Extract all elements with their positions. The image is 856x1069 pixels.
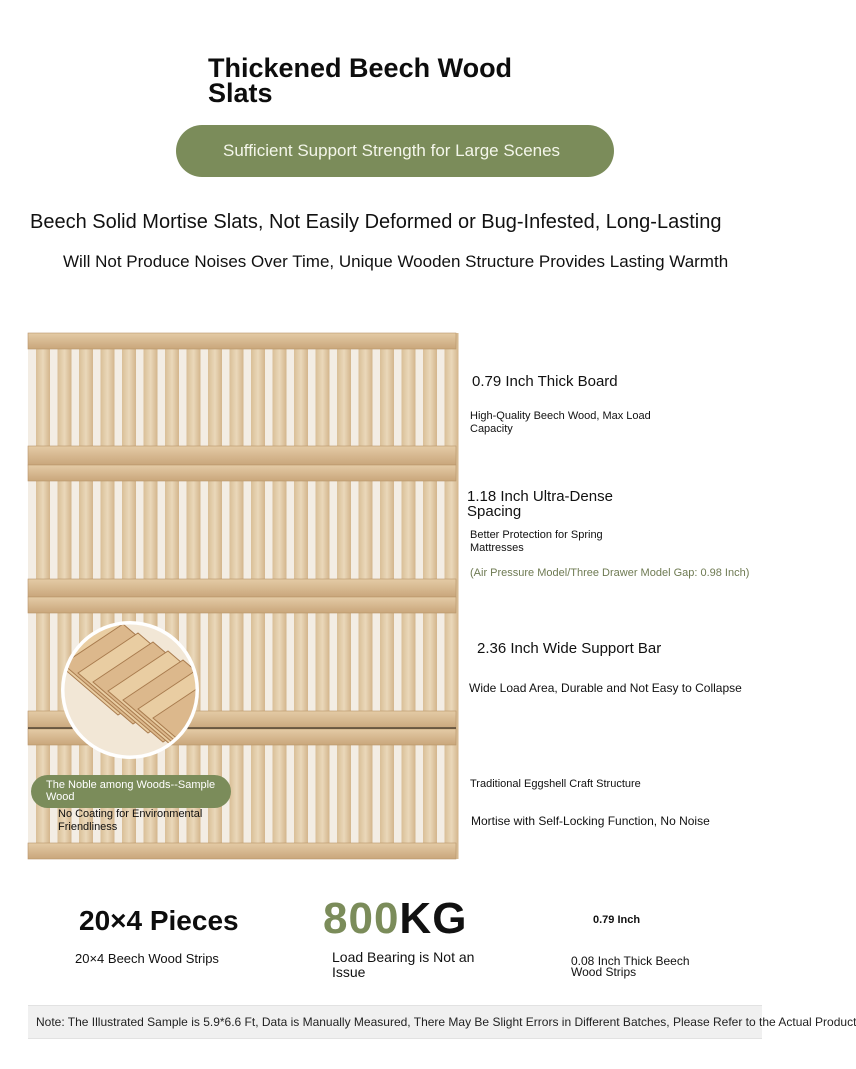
- headline-secondary: Will Not Produce Noises Over Time, Unique Wooden Structure Provides Lasting Warmth: [63, 252, 729, 271]
- headline-primary: Beech Solid Mortise Slats, Not Easily Deformed or Bug-Infested, Long-Lasting: [30, 211, 722, 233]
- stat-pieces-desc: 20×4 Beech Wood Strips: [75, 951, 219, 966]
- stat-load-value: [323, 894, 467, 944]
- support-bar: [28, 843, 456, 859]
- feature-3-desc: Wide Load Area, Durable and Not Easy to Collapse: [469, 681, 742, 695]
- support-bar: [28, 597, 456, 613]
- footnote-bar: [28, 1005, 856, 1039]
- support-bar: [28, 465, 456, 481]
- stat-load-unit: KG: [399, 894, 468, 943]
- support-bar: [28, 333, 456, 349]
- feature-2-note: (Air Pressure Model/Three Drawer Model Gap: 0.98 Inch): [470, 567, 750, 579]
- feature-1-desc: High-Quality Beech Wood, Max Load Capacity: [470, 410, 651, 435]
- footnote-text: Note: The Illustrated Sample is 5.9*6.6 Ft, Data is Manually Measured, There May Be Slight Errors in Different Batches, Please Refer to the Actual Product: [36, 1015, 856, 1029]
- stat-load-number: 800: [323, 894, 400, 943]
- subtitle-pill: Sufficient Support Strength for Large Scenes: [176, 125, 614, 177]
- feature-3-title: 2.36 Inch Wide Support Bar: [477, 640, 662, 657]
- sample-caption: No Coating for Environmental Friendliness: [58, 808, 203, 833]
- support-bar: [28, 446, 456, 465]
- sample-wood-badge: The Noble among Woods--Sample Wood: [31, 775, 231, 808]
- stat-load-desc: Load Bearing is Not an Issue: [332, 949, 475, 980]
- stat-thickness-desc: 0.08 Inch Thick Beech Wood Strips: [571, 954, 690, 979]
- page-title: Thickened Beech Wood Slats: [208, 53, 513, 108]
- feature-2-desc: Better Protection for Spring Mattresses: [470, 529, 603, 554]
- feature-4-desc: Mortise with Self-Locking Function, No Noise: [471, 814, 710, 828]
- feature-1-title: 0.79 Inch Thick Board: [472, 373, 618, 390]
- feature-2-title: 1.18 Inch Ultra-Dense Spacing: [467, 488, 613, 520]
- support-bar: [28, 579, 456, 597]
- feature-4-title: Traditional Eggshell Craft Structure: [470, 778, 641, 790]
- stat-pieces-value: 20×4 Pieces: [79, 905, 239, 936]
- stat-thickness-value: 0.79 Inch: [593, 914, 641, 926]
